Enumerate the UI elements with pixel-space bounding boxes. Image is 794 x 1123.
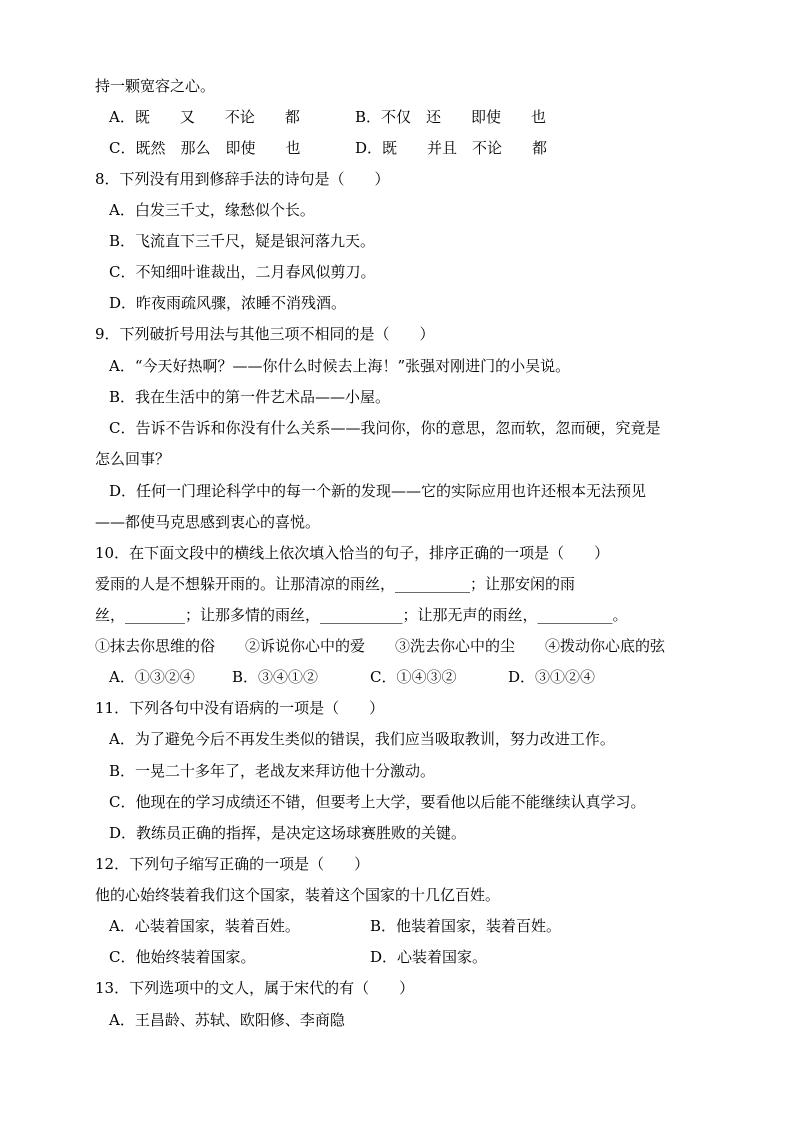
q9-option-d-line2: ——都使马克思感到衷心的喜悦。 [95,513,321,531]
q10-choices: ①抹去你思维的俗 ②诉说你心中的爱 ③洗去你心中的尘 ④拨动你心底的弦 [95,637,666,655]
q10-stem: 10．在下面文段中的横线上依次填入恰当的句子，排序正确的一项是（ ） [95,544,610,562]
q13-option-a: A．王昌龄、苏轼、欧阳修、李商隐 [109,1011,345,1029]
q10-option-b: B．③④①② [232,668,319,686]
q9-option-a: A．“今天好热啊？——你什么时候去上海！”张强对刚进门的小吴说。 [109,357,571,375]
q9-option-d-line1: D．任何一门理论科学中的每一个新的发现——它的实际应用也许还根本无法预见 [109,482,647,500]
q7-option-d: D．既 并且 不论 都 [355,139,548,157]
q7-tail: 持一颗宽容之心。 [95,77,216,95]
q7-option-a: A．既 又 不论 都 [109,108,300,126]
q9-option-c-line2: 怎么回事？ [95,450,171,468]
q9-stem: 9．下列破折号用法与其他三项不相同的是（ ） [95,325,435,343]
q12-option-b: B．他装着国家，装着百姓。 [370,917,562,935]
q10-passage-line1: 爱雨的人是不想躲开雨的。让那清凉的雨丝，__________；让那安闲的雨 [95,575,576,593]
q11-option-b: B．一晃二十多年了，老战友来拜访他十分激动。 [109,762,436,780]
q11-option-c: C．他现在的学习成绩还不错，但要考上大学，要看他以后能不能继续认真学习。 [109,793,646,811]
q12-sentence: 他的心始终装着我们这个国家，装着这个国家的十几亿百姓。 [95,886,501,904]
q11-option-a: A．为了避免今后不再发生类似的错误，我们应当吸取教训，努力改进工作。 [109,730,615,748]
q10-option-a: A．①③②④ [109,668,195,686]
q12-option-d: D．心装着国家。 [370,948,488,966]
q12-option-a: A．心装着国家，装着百姓。 [109,917,300,935]
q8-option-a: A．白发三千丈，缘愁似个长。 [109,201,315,219]
q8-option-d: D．昨夜雨疏风骤，浓睡不消残酒。 [109,294,347,312]
q7-option-c: C．既然 那么 即使 也 [109,139,301,157]
q11-option-d: D．教练员正确的指挥，是决定这场球赛胜败的关键。 [109,824,467,842]
q7-option-b: B．不仅 还 即使 也 [355,108,547,126]
q10-passage-line2: 丝，________；让那多情的雨丝，___________；让那无声的雨丝，__________。 [95,606,628,624]
q10-option-c: C．①④③② [370,668,457,686]
q8-stem: 8．下列没有用到修辞手法的诗句是（ ） [95,170,390,188]
q8-option-c: C．不知细叶谁裁出，二月春风似剪刀。 [109,263,376,281]
q10-option-d: D．③①②④ [508,668,596,686]
q12-stem: 12．下列句子缩写正确的一项是（ ） [95,855,370,873]
q11-stem: 11．下列各句中没有语病的一项是（ ） [95,699,385,717]
q9-option-c-line1: C．告诉不告诉和你没有什么关系——我问你，你的意思，忽而软，忽而硬，究竟是 [109,419,661,437]
q12-option-c: C．他始终装着国家。 [109,948,256,966]
q9-option-b: B．我在生活中的第一件艺术品——小屋。 [109,388,391,406]
q8-option-b: B．飞流直下三千尺，疑是银河落九天。 [109,232,376,250]
q13-stem: 13．下列选项中的文人，属于宋代的有（ ） [95,979,415,997]
